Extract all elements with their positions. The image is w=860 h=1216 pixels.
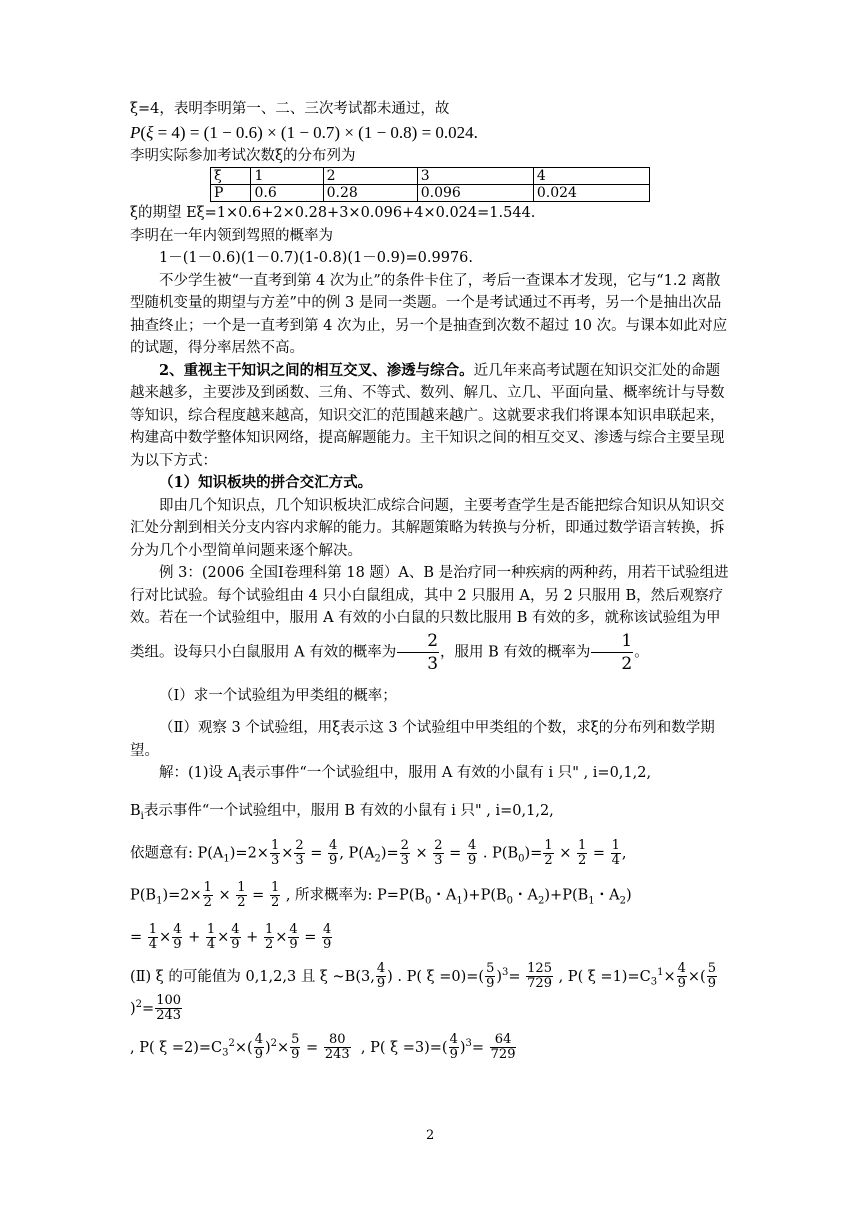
- table-row: [211, 168, 650, 185]
- table-cell: 0.6: [251, 185, 323, 202]
- example-paragraph: 例 3：(2006 全国Ⅰ卷理科第 18 题）A、B 是治疗同一种疾病的两种药，用若干试验组进行对比试验。每个试验组由 4 只小白鼠组成，其中 2 只服用 A，另 2 只服用 B，然后观察疗效。若在一个试验组中，服用 A 有效的小白鼠的只数比服用 B 有效的多，就称该试验组为甲类组。设每只小白鼠服用 A 有效的概率为 $\frac{2}{3}$ ，服用 B 有效的概率为 $\frac{1}{2}$ 。: [130, 565, 729, 674]
- text-line: 李明在一年内领到驾照的概率为: [130, 227, 333, 244]
- fraction: $\frac{1}{2}$: [591, 630, 633, 675]
- solution-line: 解：(1)设 $A_i$表示事件“一个试验组中，服用 A 有效的小鼠有 i 只" , i=0,1,2,: [159, 765, 652, 784]
- table-cell: 0.096: [417, 185, 533, 202]
- solution-line: = $\frac{1}{4}$ × $\frac{4}{9}$ + $\frac{1}{4}$ × $\frac{4}{9}$ + $\frac{1}{2}$ × $\frac{4}{9}$ = $\frac{4}{9}$: [130, 921, 332, 952]
- question-1: （Ⅰ）求一个试验组为甲类组的概率；: [159, 687, 397, 704]
- table-row: [211, 185, 650, 202]
- table-cell: ξ: [211, 168, 251, 185]
- page-number: 2: [426, 1128, 435, 1143]
- solution-line: , P( $\xi =2)=C_3^2\times$( $\frac{4}{9}$ )$^2$× $\frac{5}{9}$ = $\frac{80}{243}$ , P( ξ =3)=( $\frac{4}{9}$ )$^3$= $\frac{64}{729}$: [130, 1032, 516, 1063]
- table-cell: 2: [323, 168, 417, 185]
- page-content: [130, 98, 730, 1065]
- section-heading: 2、重视主干知识之间的相互交叉、渗透与综合。: [159, 361, 474, 379]
- solution-line: $B_i$表示事件“一个试验组中，服用 B 有效的小鼠有 i 只" , i=0,1,2,: [130, 803, 554, 823]
- table-cell: 4: [533, 168, 649, 185]
- text-line: 李明实际参加考试次数ξ的分布列为: [130, 147, 356, 164]
- solution-line: (Ⅱ) ξ 的可能值为 0,1,2,3 且 ξ ~B(3, $\frac{4}{9}$ ) . P( ξ =0)=( $\frac{5}{9}$ )$^3$= $\frac{125}{729}$ , P( $\xi =1)=C_3^1\times$ $\frac{4}{9}$ ×( $\frac{5}{9}$ )$^2$= $\frac{100}{243}$: [130, 960, 716, 1024]
- table-cell: P: [211, 185, 251, 202]
- table-cell: 3: [417, 168, 533, 185]
- subsection-heading: （1）知识板块的拼合交汇方式。: [159, 474, 373, 491]
- text-line: ξ的期望 Eξ=1×0.6+2×0.28+3×0.096+4×0.024=1.544.: [130, 205, 536, 221]
- paragraph: 即由几个知识点，几个知识板块汇成综合问题，主要考查学生是否能把综合知识从知识交汇处分割到相关分支内容内求解的能力。其解题策略为转换与分析，即通过数学语言转换，拆分为几个小型简单问题来逐个解决。: [130, 497, 725, 559]
- fraction: $\frac{2}{3}$: [397, 630, 439, 675]
- table-cell: 1: [251, 168, 323, 185]
- formula-line: P(ξ = 4) = (1 − 0.6) × (1 − 0.7) × (1 − 0.8) = 0.024.: [130, 122, 478, 142]
- distribution-table: [210, 167, 650, 202]
- solution-line: $P(B_1)=2\times$ $\frac{1}{2}$ × $\frac{1}{2}$ = $\frac{1}{2}$ , 所求概率为: $P=P(B_0$・$A_1)+P(B_0$・$A_2)+P(B_1$・$A_2$): [130, 879, 632, 910]
- table-cell: 0.024: [533, 185, 649, 202]
- solution-line: 依题意有: $P(A_1)=2\times$ $\frac{1}{3}$ × $\frac{2}{3}$ = $\frac{4}{9}$ , $P(A_2)=$ $\frac{2}{3}$ × $\frac{2}{3}$ = $\frac{4}{9}$ . $P(B_0)=$ $\frac{1}{2}$ × $\frac{1}{2}$ = $\frac{1}{4}$ ,: [130, 837, 627, 868]
- text-line: 1－(1－0.6)(1－0.7)(1-0.8)(1－0.9)=0.9976.: [159, 250, 474, 266]
- paragraph: 不少学生被“一直考到第 4 次为止”的条件卡住了，考后一查课本才发现，它与“1.2 离散型随机变量的期望与方差”中的例 3 是同一类题。一个是考试通过不再考，另一个是抽出次品抽查终止；一个是一直考到第 4 次为止，另一个是抽查到次数不超过 10 次。与课本如此对应的试题，得分率居然不高。: [130, 272, 728, 356]
- text-line: ξ=4，表明李明第一、二、三次考试都未通过，故: [130, 101, 450, 117]
- table-cell: 0.28: [323, 185, 417, 202]
- paragraph: 2、重视主干知识之间的相互交叉、渗透与综合。近几年来高考试题在知识交汇处的命题越来越多，主要涉及到函数、三角、不等式、数列、解几、立几、平面向量、概率统计与导数等知识，综合程度越来越高，知识交汇的范围越来越广。这就要求我们将课本知识串联起来，构建高中数学整体知识网络，提高解题能力。主干知识之间的相互交叉、渗透与综合主要呈现为以下方式：: [130, 361, 725, 469]
- question-2: （Ⅱ）观察 3 个试验组，用ξ表示这 3 个试验组中甲类组的个数，求ξ的分布列和数学期望。: [130, 720, 715, 759]
